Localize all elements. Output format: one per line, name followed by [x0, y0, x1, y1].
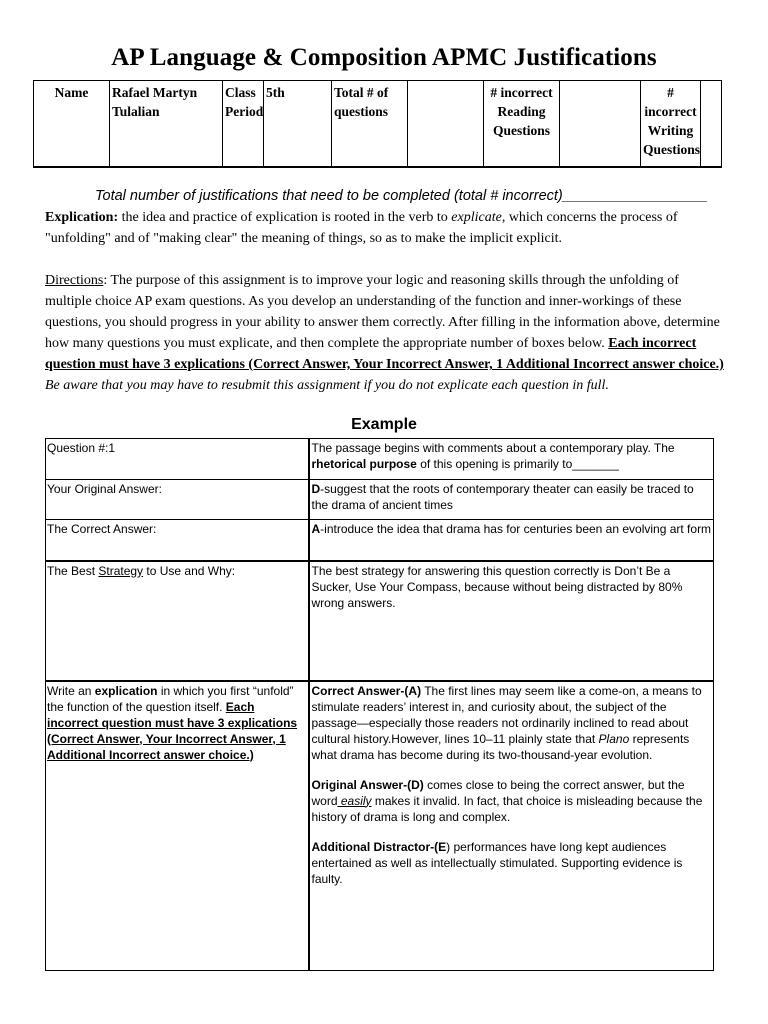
name-label: Name — [34, 81, 110, 168]
incorrect-writing-label: # incorrect Writing Questions — [641, 81, 701, 168]
incorrect-reading-value[interactable] — [560, 81, 641, 168]
directions-bold-text: Each incorrect question must have 3 explications (Correct Answer, Your Incorrect Answer, 1 Additional Incorrect answer choice.) — [45, 336, 724, 372]
correct-answer-explication: Correct Answer-(A) The first lines may seem like a come-on, a means to stimulate readers’ interest in, and curiosity about, the subject of the passage—especially those readers not ordinarily inclined to read about cultural history.However, lines 10–11 plainly state that Plano represents what drama has become during its two-thousand-year evolution. — [311, 683, 702, 762]
total-questions-label: Total # of questions — [332, 81, 408, 168]
correct-answer-value: A-introduce the idea that drama has for centuries been an evolving art form — [309, 520, 714, 561]
class-period-value[interactable]: 5th — [264, 81, 332, 168]
original-answer-label: Your Original Answer: — [46, 480, 309, 520]
page-title: AP Language & Composition APMC Justifications — [111, 44, 657, 71]
rhetorical-purpose-term: rhetorical purpose — [311, 457, 417, 471]
example-heading: Example — [351, 416, 417, 433]
total-questions-value[interactable] — [408, 81, 484, 168]
question-text: The passage begins with comments about a contemporary play. The rhetorical purpose of this opening is primarily to_______ — [309, 439, 714, 480]
incorrect-writing-value[interactable] — [701, 81, 722, 168]
justifications-required-line: Total number of justifications that need to be completed (total # incorrect)__________________ — [95, 188, 708, 204]
explication-text-2: , which concerns the process of "unfolding" and of "making clear" the meaning of things, so as to make the implicit explicit. — [45, 210, 678, 246]
distractor-explication: Additional Distractor-(E) performances have long kept audiences entertained as well as intellectually stimulated. Supporting evidence is faulty. — [311, 839, 683, 886]
incorrect-reading-label: # incorrect Reading Questions — [484, 81, 560, 168]
directions-italic-text: Be aware that you may have to resubmit this assignment if you do not explicate each question in full. — [45, 378, 609, 393]
explication-paragraph — [45, 207, 725, 249]
explication-instructions: Write an explication in which you first “unfold” the function of the question itself. Each incorrect question must have 3 explications (Correct Answer, Your Incorrect Answer, 1 Additional Incorrect answer choice.) — [46, 681, 309, 971]
correct-answer-label: The Correct Answer: — [46, 520, 309, 561]
directions-paragraph — [45, 270, 725, 396]
directions-label: Directions — [45, 273, 104, 288]
strategy-label: The Best Strategy to Use and Why: — [46, 561, 309, 681]
original-answer-explication: Original Answer-(D) comes close to being the correct answer, but the word easily makes it invalid. In fact, that choice is misleading because the history of drama is long and complex. — [311, 777, 703, 824]
explication-answers — [309, 681, 714, 971]
name-value[interactable]: Rafael Martyn Tulalian — [110, 81, 223, 168]
question-number-label: Question #:1 — [46, 439, 309, 480]
strategy-text: The best strategy for answering this question correctly is Don’t Be a Sucker, Use Your Compass, because without being distracted by 80% wrong answers. — [309, 561, 714, 681]
class-period-label: Class Period — [223, 81, 264, 168]
explication-text-1: the idea and practice of explication is rooted in the verb to — [118, 210, 452, 225]
student-info-table — [33, 80, 722, 168]
directions-text: : The purpose of this assignment is to improve your logic and reasoning skills through the unfolding of multiple choice AP exam questions. As you develop an understanding of the function and inner-workings of these questions, you should progress in your ability to answer them correctly. After filling in the information above, determine how many questions you must explicate, and then complete the appropriate number of boxes below. — [45, 273, 720, 351]
example-table — [45, 438, 714, 971]
explication-verb: explicate — [451, 210, 502, 225]
explication-label: Explication: — [45, 210, 119, 225]
original-answer-value: D-suggest that the roots of contemporary theater can easily be traced to the drama of ancient times — [309, 480, 714, 520]
